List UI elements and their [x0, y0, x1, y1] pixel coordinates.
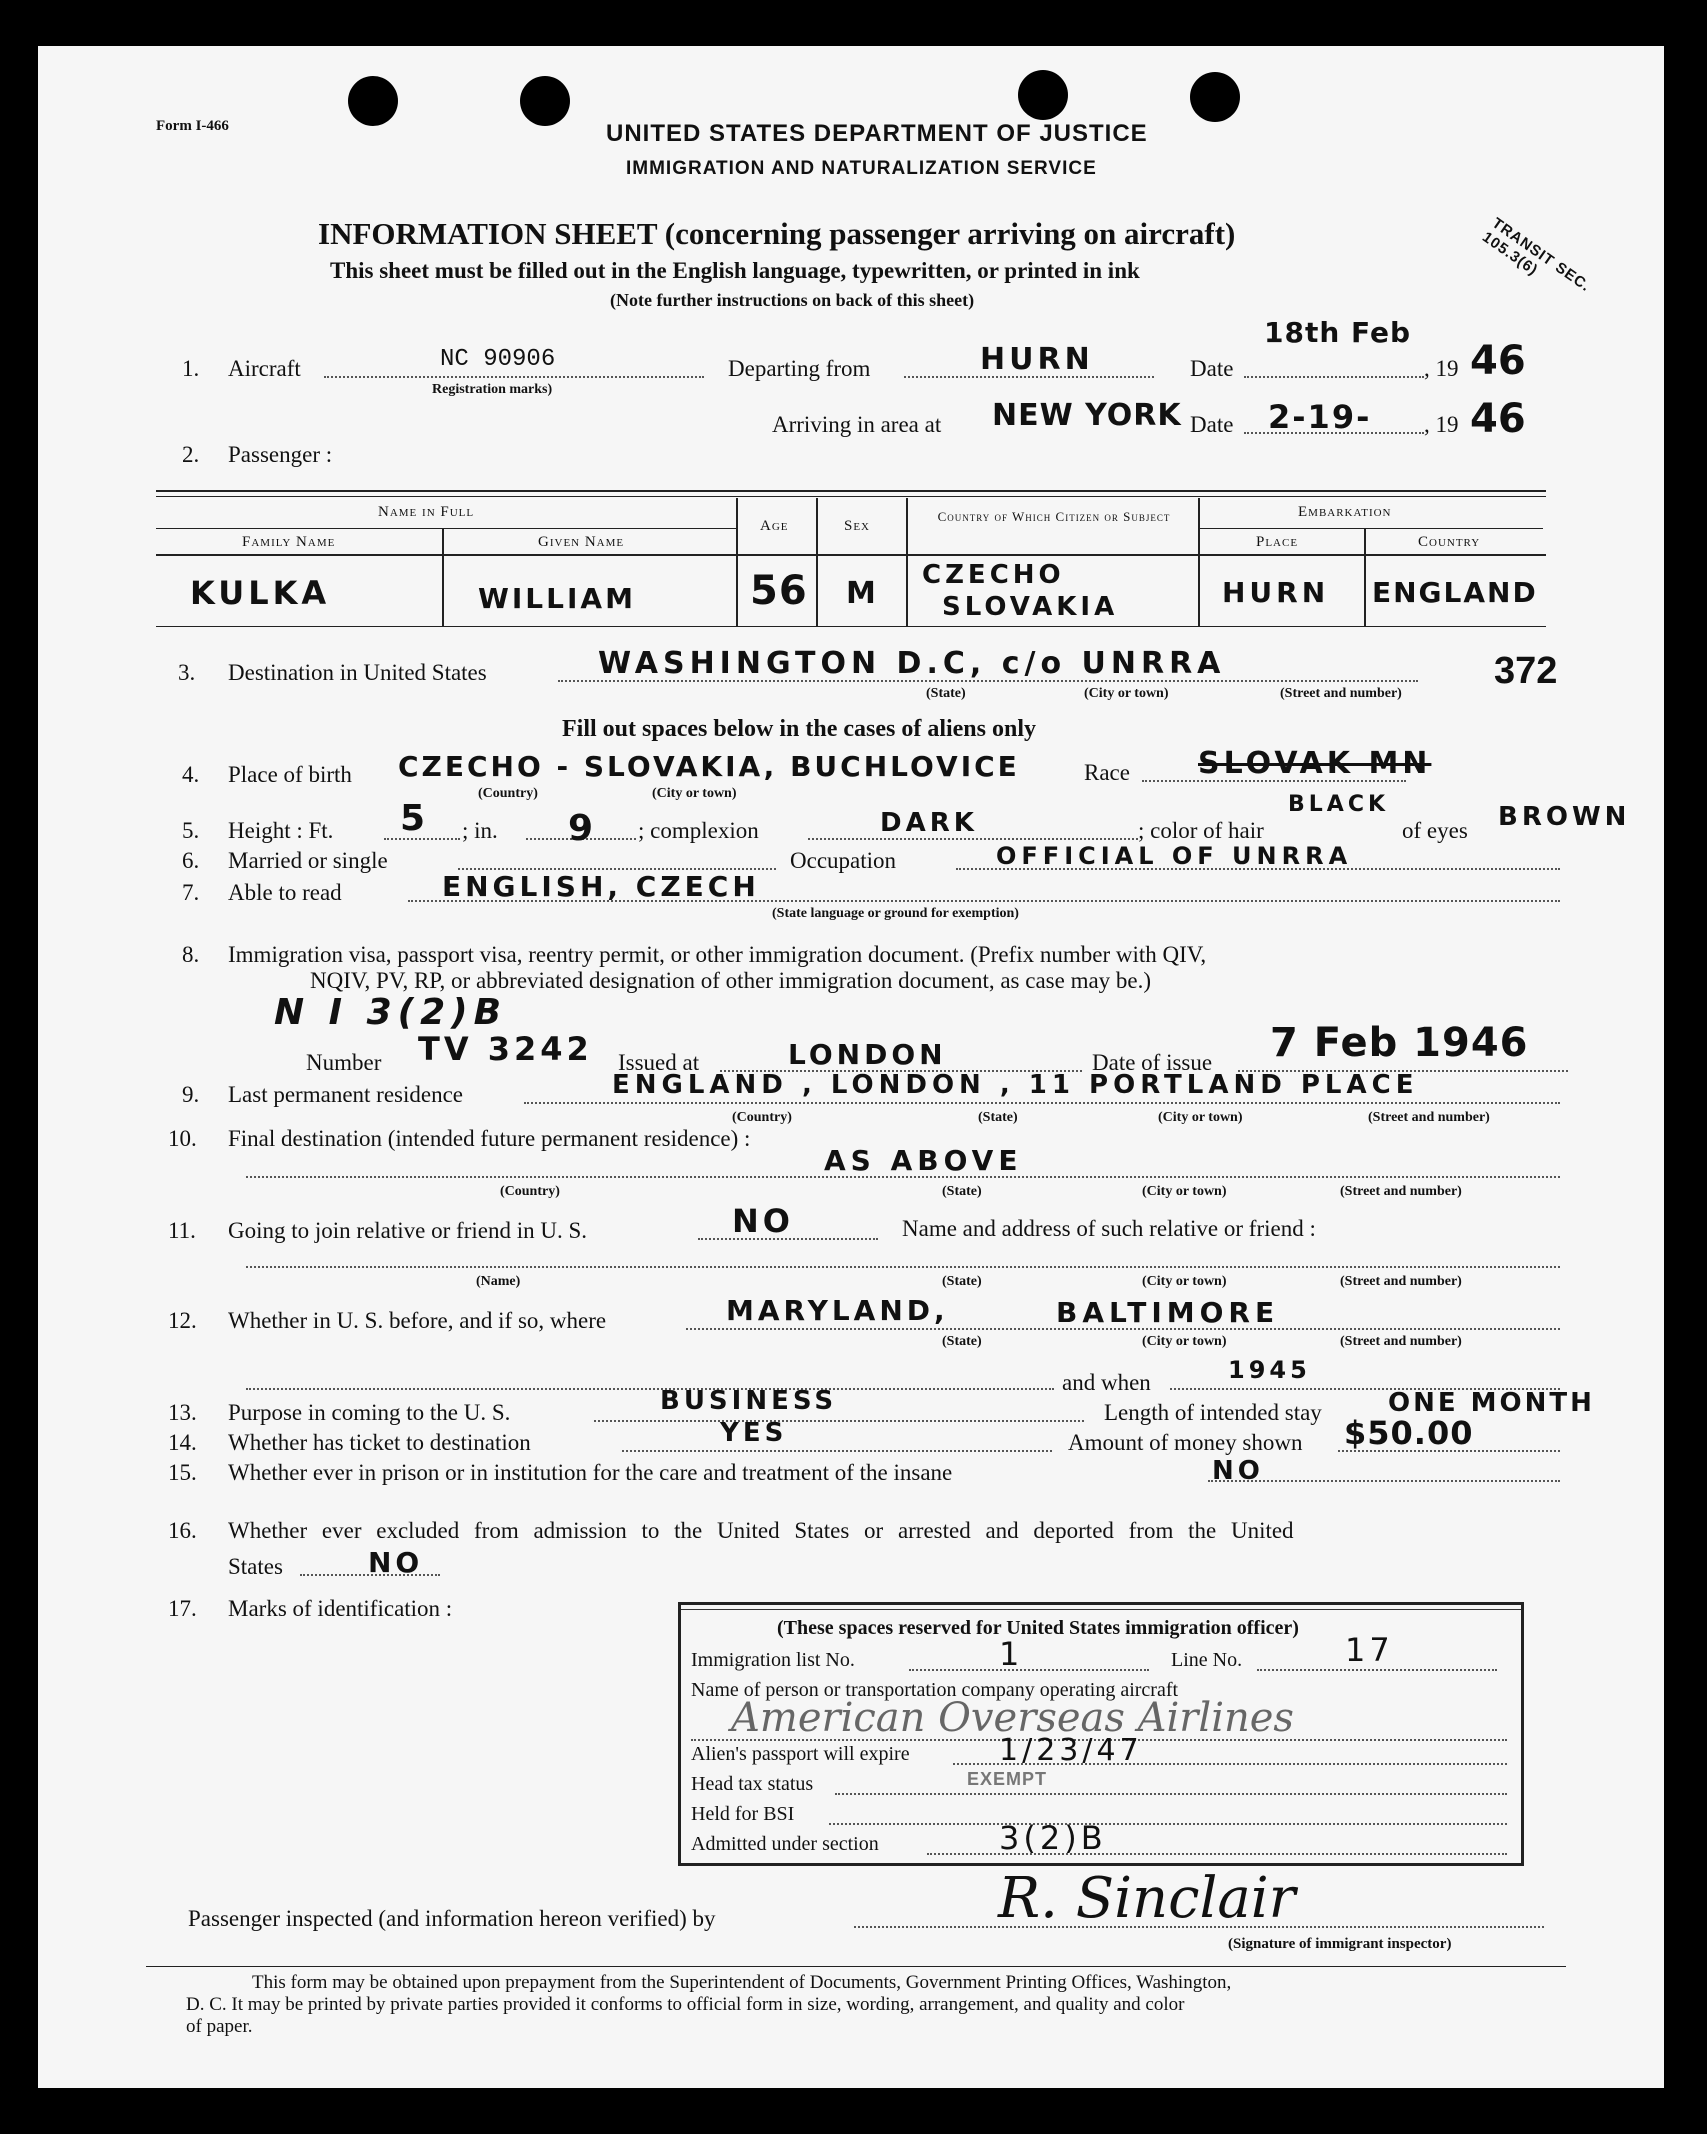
issued-value: LONDON — [788, 1038, 947, 1071]
us-before-state-value: MARYLAND, — [726, 1294, 949, 1327]
registration-sub: Registration marks) — [432, 382, 553, 397]
section-value: 3(2)B — [999, 1819, 1107, 1857]
birthplace-label: Place of birth — [228, 762, 352, 787]
footer-line3: of paper. — [186, 2016, 253, 2037]
prison-value: NO — [1212, 1456, 1264, 1486]
length-of-stay-value: ONE MONTH — [1388, 1388, 1595, 1418]
relative-address-label: Name and address of such relative or friend : — [902, 1216, 1316, 1241]
dotted-line — [622, 1450, 1052, 1452]
headtax-value: EXEMPT — [967, 1769, 1048, 1789]
prison-label: Whether ever in prison or in institution for the care and treatment of the insane — [228, 1460, 953, 1485]
when-value: 1945 — [1228, 1356, 1311, 1384]
embarkation-header: Embarkation — [1298, 504, 1392, 520]
table-border — [156, 528, 736, 529]
passport-value: 1/23/47 — [999, 1733, 1143, 1768]
arriving-date-value: 2-19- — [1268, 398, 1372, 436]
sub-label: (Street and number) — [1340, 1274, 1462, 1289]
citizen-value-line1: CZECHO — [922, 560, 1065, 590]
item-number: 3. — [178, 660, 196, 685]
table-border — [906, 498, 908, 626]
item-number: 2. — [182, 442, 200, 467]
country-header: Country — [1418, 534, 1481, 550]
sub-label: (State) — [942, 1184, 982, 1199]
age-value: 56 — [750, 568, 808, 614]
sub-label: (State) — [978, 1110, 1018, 1125]
sub-label: (Country) — [732, 1110, 792, 1125]
punch-hole — [520, 76, 570, 126]
departing-value: HURN — [980, 342, 1094, 377]
purpose-value: BUSINESS — [660, 1386, 838, 1416]
list-value: 1 — [999, 1635, 1024, 1673]
join-relative-value: NO — [732, 1202, 794, 1240]
excluded-line1: Whether ever excluded from admission to the United States or arrested and deported from the United — [228, 1518, 1294, 1543]
item-number: 8. — [182, 942, 200, 967]
year-prefix: , 19 — [1424, 356, 1459, 381]
final-destination-value: AS ABOVE — [824, 1144, 1023, 1177]
embark-place-value: HURN — [1222, 576, 1330, 609]
sub-label: (Country) — [500, 1184, 560, 1199]
table-border — [816, 498, 818, 626]
item-number: 4. — [182, 762, 200, 787]
destination-code: 372 — [1494, 650, 1558, 692]
place-header: Place — [1256, 534, 1299, 550]
bsi-label: Held for BSI — [691, 1803, 795, 1825]
note-text: (Note further instructions on back of this sheet) — [610, 290, 975, 310]
dotted-line — [1257, 1669, 1497, 1671]
page-title: INFORMATION SHEET (concerning passenger arriving on aircraft) — [318, 216, 1236, 251]
hair-value: BLACK — [1288, 792, 1390, 817]
sub-label: (City or town) — [1142, 1274, 1227, 1289]
issued-label: Issued at — [618, 1050, 700, 1075]
aircraft-label: Aircraft — [228, 356, 301, 381]
read-label: Able to read — [228, 880, 342, 905]
us-before-city-value: BALTIMORE — [1056, 1296, 1280, 1329]
money-label: Amount of money shown — [1068, 1430, 1303, 1455]
footer-line2: D. C. It may be printed by private parties provided it conforms to official form in size, wording, arrangement, and quality and color — [186, 1994, 1185, 2015]
service-title: IMMIGRATION AND NATURALIZATION SERVICE — [626, 158, 1097, 179]
dotted-line — [246, 1266, 1560, 1268]
item-number: 10. — [168, 1126, 197, 1151]
section-label: Admitted under section — [691, 1833, 879, 1855]
transit-stamp: TRANSIT SEC. 105.3(6) — [1479, 214, 1594, 296]
visa-handwritten: N I 3(2)B — [274, 992, 508, 1033]
table-border — [1198, 498, 1200, 626]
sub-label: (State language or ground for exemption) — [772, 906, 1019, 921]
number-label: Number — [306, 1050, 382, 1075]
inspector-signature: R. Sinclair — [998, 1866, 1296, 1931]
sub-label: (Street and number) — [1340, 1334, 1462, 1349]
punch-hole — [348, 76, 398, 126]
length-of-stay-label: Length of intended stay — [1104, 1400, 1322, 1425]
table-border — [156, 554, 1546, 556]
dotted-line — [835, 1793, 1507, 1795]
passport-label: Alien's passport will expire — [691, 1743, 910, 1765]
age-header: Age — [760, 518, 789, 534]
race-value: SLOVAK MN — [1198, 746, 1432, 781]
sub-label: (State) — [926, 686, 966, 701]
family-name-value: KULKA — [190, 574, 331, 612]
complexion-value: DARK — [880, 808, 978, 838]
table-border — [1198, 528, 1543, 529]
sub-label: (State) — [942, 1334, 982, 1349]
inspected-label: Passenger inspected (and information hereon verified) by — [188, 1906, 716, 1931]
visa-line2: NQIV, PV, RP, or abbreviated designation of other immigration document, as case may be.) — [310, 968, 1152, 993]
hair-label: ; color of hair — [1138, 818, 1264, 843]
sub-label: (Street and number) — [1340, 1184, 1462, 1199]
sub-label: (City or town) — [1084, 686, 1169, 701]
year-prefix: , 19 — [1424, 412, 1459, 437]
complexion-label: ; complexion — [638, 818, 759, 843]
when-label: and when — [1062, 1370, 1151, 1395]
residence-value: ENGLAND , LONDON , 11 PORTLAND PLACE — [612, 1070, 1419, 1100]
dotted-line — [594, 1420, 1084, 1422]
department-title: UNITED STATES DEPARTMENT OF JUSTICE — [606, 120, 1148, 147]
embark-country-value: ENGLAND — [1372, 576, 1538, 609]
item-number: 14. — [168, 1430, 197, 1455]
punch-hole — [1190, 72, 1240, 122]
sub-label: (Street and number) — [1280, 686, 1402, 701]
year-value: 46 — [1470, 338, 1526, 384]
issue-date-label: Date of issue — [1092, 1050, 1213, 1075]
ticket-value: YES — [720, 1418, 788, 1448]
read-value: ENGLISH, CZECH — [442, 870, 760, 903]
birthplace-value: CZECHO - SLOVAKIA, BUCHLOVICE — [398, 750, 1020, 783]
instruction-text: This sheet must be filled out in the English language, typewritten, or printed in ink — [330, 258, 1140, 283]
table-border — [1364, 528, 1366, 626]
issue-date-value: 7 Feb 1946 — [1270, 1020, 1529, 1066]
citizen-value-line2: SLOVAKIA — [942, 592, 1119, 622]
ticket-label: Whether has ticket to destination — [228, 1430, 531, 1455]
arriving-value: NEW YORK — [992, 398, 1182, 433]
join-relative-label: Going to join relative or friend in U. S. — [228, 1218, 587, 1243]
dotted-line — [324, 376, 704, 378]
visa-number-value: TV 3242 — [418, 1030, 593, 1068]
sub-label: (Street and number) — [1368, 1110, 1490, 1125]
final-destination-label: Final destination (intended future permanent residence) : — [228, 1126, 751, 1151]
married-label: Married or single — [228, 848, 388, 873]
us-before-label: Whether in U. S. before, and if so, where — [228, 1308, 607, 1333]
given-name-value: WILLIAM — [478, 582, 636, 615]
height-label: Height : Ft. — [228, 818, 334, 843]
dotted-line — [829, 1823, 1507, 1825]
table-border — [156, 496, 1546, 497]
punch-hole — [1018, 70, 1068, 120]
eyes-label: of eyes — [1402, 818, 1468, 843]
table-border — [442, 528, 444, 626]
operator-label: Name of person or transportation company operating aircraft — [691, 1679, 1179, 1701]
officer-box — [678, 1602, 1524, 1866]
form-sheet — [38, 46, 1664, 2088]
height-in-value: 9 — [568, 808, 598, 849]
passenger-label: Passenger : — [228, 442, 333, 467]
item-number: 9. — [182, 1082, 200, 1107]
sub-label: (City or town) — [1142, 1184, 1227, 1199]
divider — [681, 1609, 1521, 1610]
date-value: 18th Feb — [1264, 316, 1412, 349]
item-number: 17. — [168, 1596, 197, 1621]
given-name-header: Given Name — [538, 534, 625, 550]
sub-label: (City or town) — [1158, 1110, 1243, 1125]
destination-value: WASHINGTON D.C, c/o UNRRA — [598, 646, 1226, 681]
year2-value: 46 — [1470, 396, 1526, 442]
eyes-value: BROWN — [1498, 802, 1631, 832]
table-border — [736, 498, 738, 626]
footer-line1: This form may be obtained upon prepayment from the Superintendent of Documents, Government Printing Offices, Washington, — [252, 1972, 1232, 1993]
item-number: 12. — [168, 1308, 197, 1333]
sub-label: (Name) — [476, 1274, 521, 1289]
aliens-only-heading: Fill out spaces below in the cases of aliens only — [562, 716, 1037, 742]
signature-sub: (Signature of immigrant inspector) — [1228, 1936, 1452, 1952]
sub-label: (City or town) — [1142, 1334, 1227, 1349]
sub-label: (State) — [942, 1274, 982, 1289]
item-number: 1. — [182, 356, 200, 381]
table-border — [156, 490, 1546, 492]
excluded-value: NO — [368, 1546, 424, 1579]
form-number: Form I-466 — [156, 118, 229, 134]
item-number: 15. — [168, 1460, 197, 1485]
officer-box-title: (These spaces reserved for United States immigration officer) — [777, 1617, 1299, 1639]
sex-value: M — [846, 576, 880, 611]
country-citizen-header: Country of Which Citizen or Subject — [937, 509, 1171, 524]
dotted-line — [524, 1102, 1560, 1104]
date-label: Date — [1190, 356, 1234, 381]
family-name-header: Family Name — [242, 534, 336, 550]
date-label: Date — [1190, 412, 1234, 437]
sex-header: Sex — [844, 518, 871, 534]
arriving-label: Arriving in area at — [772, 412, 942, 437]
sub-label: (Country) — [478, 786, 538, 801]
list-label: Immigration list No. — [691, 1649, 855, 1671]
item-number: 11. — [168, 1218, 196, 1243]
occupation-label: Occupation — [790, 848, 897, 873]
line-value: 17 — [1345, 1631, 1394, 1669]
purpose-label: Purpose in coming to the U. S. — [228, 1400, 511, 1425]
line-label: Line No. — [1171, 1649, 1243, 1671]
item-number: 6. — [182, 848, 200, 873]
headtax-label: Head tax status — [691, 1773, 814, 1795]
footer-divider — [146, 1966, 1566, 1967]
item-number: 7. — [182, 880, 200, 905]
money-value: $50.00 — [1344, 1414, 1474, 1452]
sub-label: (City or town) — [652, 786, 737, 801]
race-label: Race — [1084, 760, 1130, 785]
height-in-label: ; in. — [462, 818, 498, 843]
operator-value: American Overseas Airlines — [731, 1695, 1294, 1741]
residence-label: Last permanent residence — [228, 1082, 463, 1107]
excluded-line2: States — [228, 1554, 283, 1579]
dotted-line — [1244, 376, 1424, 378]
table-border — [156, 626, 1546, 627]
height-ft-value: 5 — [400, 798, 430, 839]
occupation-value: OFFICIAL OF UNRRA — [996, 842, 1353, 870]
dotted-line — [808, 838, 1138, 840]
dotted-line — [909, 1669, 1149, 1671]
aircraft-value: NC 90906 — [440, 346, 556, 373]
item-number: 16. — [168, 1518, 197, 1543]
marks-label: Marks of identification : — [228, 1596, 453, 1621]
dotted-line — [246, 1388, 1054, 1390]
name-in-full-header: Name in Full — [378, 504, 475, 520]
destination-label: Destination in United States — [228, 660, 487, 685]
item-number: 13. — [168, 1400, 197, 1425]
visa-line1: Immigration visa, passport visa, reentry permit, or other immigration document. (Prefix number with QIV, — [228, 942, 1207, 967]
departing-label: Departing from — [728, 356, 871, 381]
item-number: 5. — [182, 818, 200, 843]
